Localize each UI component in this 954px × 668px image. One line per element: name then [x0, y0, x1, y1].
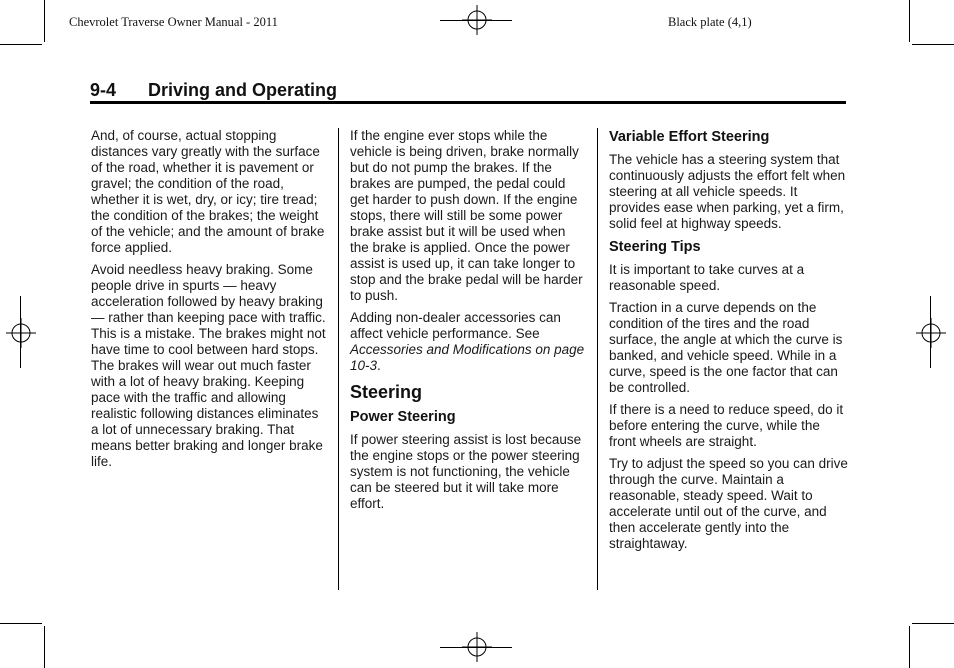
column-divider [338, 128, 339, 590]
column-right [609, 128, 849, 558]
paragraph: Try to adjust the speed so you can drive through the curve. Maintain a reasonable, steady speed. Wait to accelerate until out of the curve, and then accelerate gently into the straightaway. [609, 456, 848, 551]
paragraph: Avoid needless heavy braking. Some people drive in spurts — heavy acceleration followed by heavy braking — rather than keeping pace with traffic. This is a mistake. The brakes might not have time to cool between hard stops. The brakes will wear out much faster with a lot of heavy braking. Keeping pace with the traffic and allowing realistic following distances eliminates a lot of unnecessary braking. That means better braking and longer brake life. [91, 262, 326, 469]
paragraph: If the engine ever stops while the vehicle is being driven, brake normally but do not pump the brakes. If the brakes are pumped, the pedal could get harder to push down. If the engine stops, there will still be some power brake assist but it will be used when the brake is applied. Once the power assist is used up, it can take longer to stop and the brake pedal will be harder to push. [350, 128, 583, 303]
paragraph: If there is a need to reduce speed, do it before entering the curve, while the front wheels are straight. [609, 402, 844, 449]
crop-mark [44, 626, 45, 668]
paragraph: It is important to take curves at a reasonable speed. [609, 262, 805, 293]
paragraph: If power steering assist is lost because the engine stops or the power steering system is not functioning, the vehicle can be steered but it will take more effort. [350, 432, 582, 511]
section-number: 9-4 [90, 80, 117, 100]
column-left [91, 128, 329, 476]
section-heading [90, 80, 846, 102]
crop-mark [0, 623, 42, 624]
paragraph: The vehicle has a steering system that continuously adjusts the effort felt when steering at all vehicle speeds. It provides ease when parking, yet a firm, solid feel at highway speeds. [609, 152, 846, 231]
registration-crosshair-icon [6, 318, 36, 348]
crop-mark [912, 623, 954, 624]
crop-mark [0, 44, 42, 45]
section-title: Driving and Operating [148, 80, 338, 100]
column-middle [350, 128, 586, 518]
crop-mark [909, 626, 910, 668]
registration-crosshair-icon [462, 5, 492, 35]
steering-tips-heading: Steering Tips [609, 239, 701, 255]
registration-crosshair-icon [462, 632, 492, 662]
paragraph [350, 310, 586, 374]
paragraph-text: . [377, 358, 381, 373]
variable-effort-heading: Variable Effort Steering [609, 129, 770, 145]
cross-reference-link[interactable]: Accessories and Modifications on page 10-3 [350, 342, 585, 373]
paragraph: And, of course, actual stopping distances vary greatly with the surface of the road, whether it is pavement or gravel; the condition of the road, whether it is wet, dry, or icy; tire tread; the condition of the brakes; the weight of the vehicle; and the amount of brake force applied. [91, 128, 325, 255]
section-rule [90, 101, 846, 104]
paragraph-text: Adding non-dealer accessories can affect vehicle performance. See [350, 310, 561, 341]
paragraph: Traction in a curve depends on the condition of the tires and the road surface, the angle at which the curve is banked, and vehicle speed. While in a curve, speed is the one factor that can be controlled. [609, 300, 843, 395]
crop-mark [912, 44, 954, 45]
plate-label: Black plate (4,1) [668, 15, 752, 29]
column-divider [597, 128, 598, 590]
crop-mark [44, 0, 45, 42]
registration-crosshair-icon [916, 318, 946, 348]
crop-mark [909, 0, 910, 42]
running-header-title: Chevrolet Traverse Owner Manual - 2011 [69, 15, 278, 29]
power-steering-heading: Power Steering [350, 409, 456, 425]
steering-heading: Steering [350, 382, 423, 402]
